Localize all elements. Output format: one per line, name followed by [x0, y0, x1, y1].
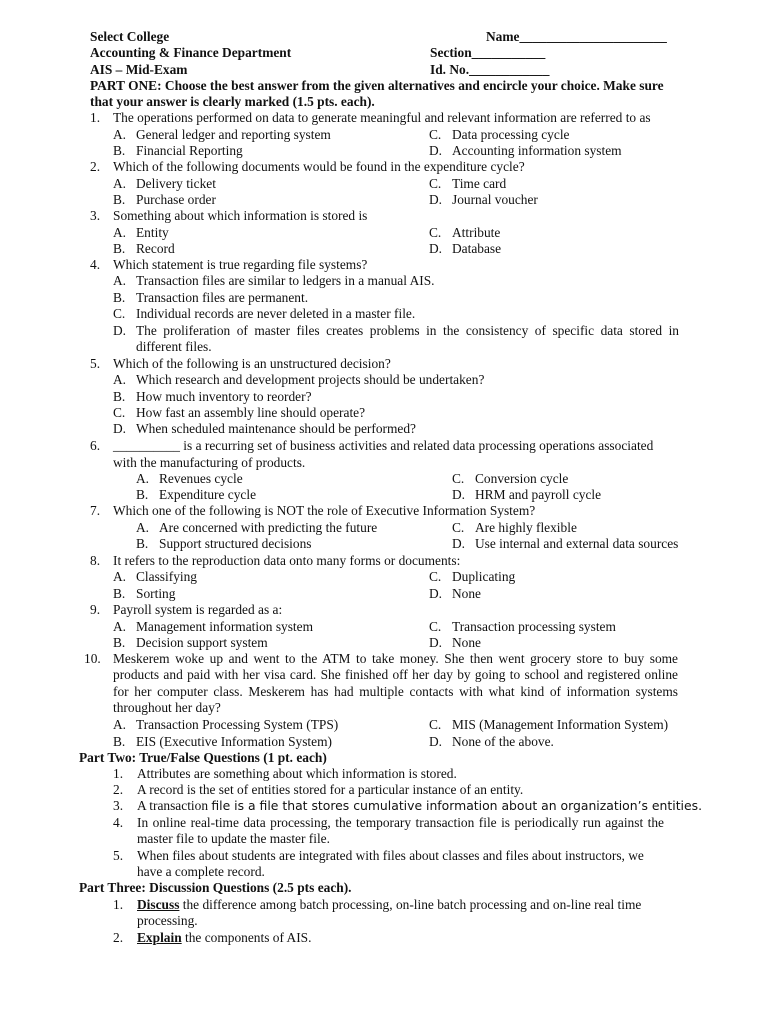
question-10-stem: Meskerem woke up and went to the ATM to take money. She then went grocery store to buy some products and paid with her visa card. She finished off her day by going to school and registered online for her computer class. Meskerem has had multiple contacts with what kind of information systems throughout her day?	[113, 651, 678, 716]
part-three-title: Part Three: Discussion Questions (2.5 pts each).	[79, 880, 352, 895]
exam-title: AIS – Mid-Exam	[90, 62, 188, 77]
tf-item-5-text: When files about students are integrated with files about classes and files about instructors, we have a complete record.	[137, 848, 644, 880]
section-field[interactable]: Section___________	[430, 45, 546, 60]
exam-page: Select College Accounting & Finance Department AIS – Mid-Exam Name______________________ Section___________ Id. No.____________ PART ONE: Choose the best answer from the given alternatives and encircle your choice. Make sure that your answer is clearly marked (1.5 pts. each). 1. The operations performed on data to generate meaningful and relevant information are referred to as A. General ledger and reporting system C. Data processing cycle B. Financial Reporting D. Accounting information system 2. Which of the following documents would be found in the expenditure cycle? A. Delivery ticket C. Time card B. Purchase order D. Journal voucher 3. Something about which information is stored is A. Entity C. Attribute B. Record D. Database 4. Which statement is true regarding file systems? A. Transaction files are similar to ledgers in a manual AIS. B. Transaction files are permanent. C. Individual records are never deleted in a master file. D. The proliferation of master files creates problems in the consistency of specific data stored in different files. 5. Which of the following is an unstructured decision? A. Which research and development projects should be undertaken? B. How much inventory to reorder? C. How fast an assembly line should operate? D. When scheduled maintenance should be performed? 6. __________ is a recurring set of business activities and related data processing operations associated with the manufacturing of products. A. Revenues cycle C. Conversion cycle B. Expenditure cycle D. HRM and payroll cycle 7. Which one of the following is NOT the role of Executive Information System? A. Are concerned with predicting the future C. Are highly flexible B. Support structured decisions D. Use internal and external data sources 8. It refers to the reproduction data onto many forms or documents: A. Classifying C. Duplicating B. Sorting D. None 9. Payroll system is regarded as a: A. Management information system C. Transaction processing system B. Decision support system D. None 10. Meskerem woke up and went to the ATM to take money. She then went grocery store to buy some products and paid with her visa card. She finished off her day by going to school and registered online for her computer class. Meskerem has had multiple contacts with what kind of information systems throughout her day? A. Transaction Processing System (TPS) C. MIS (Management Information System) B. EIS (Executive Information System) D. None of the above. Part Two: True/False Questions (1 pt. each) 1. Attributes are something about which information is stored. 2. A record is the set of entities stored for a particular instance of an entity. 3. A transaction file is a file that stores cumulative information about an organization’s entities. 4. In online real-time data processing, the temporary transaction file is periodically run against the master file to update the master file. 5. When files about students are integrated with files about classes and files about instructors, we have a complete record. Part Three: Discussion Questions (2.5 pts each). 1. Discuss the difference among batch processing, on-line batch processing and on-line real time processing. 2. Explain the components of AIS.	[79, 29, 703, 945]
tf-item-4-text: In online real-time data processing, the temporary transaction file is periodically run against the master file to update the master file.	[137, 815, 664, 847]
question-number: 1.	[90, 110, 101, 125]
id-field[interactable]: Id. No.____________	[430, 62, 550, 77]
part-two-title: Part Two: True/False Questions (1 pt. each)	[79, 750, 327, 765]
part-one-instructions-line2: that your answer is clearly marked (1.5 pts. each).	[90, 94, 375, 109]
name-field[interactable]: Name______________________	[486, 29, 667, 44]
part-one-instructions-line1: PART ONE: Choose the best answer from the given alternatives and encircle your choice. Make sure	[90, 78, 664, 93]
discussion-item-1-text: Discuss the difference among batch processing, on-line batch processing and on-line real time processing.	[137, 897, 642, 929]
question-stem: The operations performed on data to generate meaningful and relevant information are referred to as	[113, 110, 651, 125]
department-name: Accounting & Finance Department	[90, 45, 292, 60]
college-name: Select College	[90, 29, 170, 44]
